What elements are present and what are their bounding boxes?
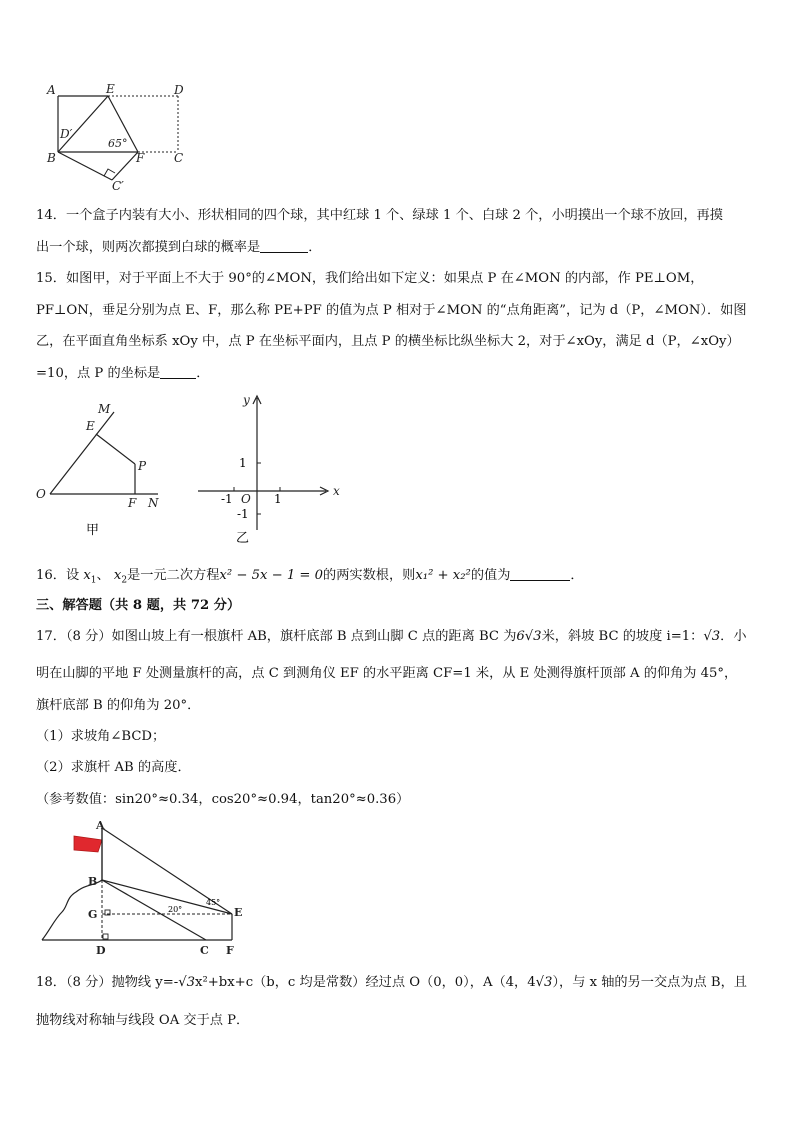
q17-line3: 旗杆底部 B 的仰角为 20°．: [36, 698, 201, 713]
label-D: D: [96, 944, 106, 957]
q14-line1: 14．一个盒子内装有大小、形状相同的四个球，其中红球 1 个、绿球 1 个、白球 2 个，小明摸出一个球不放回，再摸: [36, 208, 723, 223]
label-F: F: [226, 944, 234, 957]
x-axis-label: x: [333, 484, 340, 498]
angle-65-label: 65°: [108, 137, 128, 150]
q17-part1: （1）求坡角∠BCD；: [36, 729, 166, 744]
angle-mon-figure: [34, 398, 169, 543]
q17-reference-values: （参考数值：sin20°≈0.34，cos20°≈0.94，tan20°≈0.36）: [36, 792, 410, 807]
q14-line2: 出一个球，则两次都摸到白球的概率是 ．: [36, 240, 322, 255]
q15-line2: PF⊥ON，垂足分别为点 E、F，那么称 PE+PF 的值为点 P 相对于∠MON 的“点角距离”，记为 d（P，∠MON）．如图: [36, 303, 747, 318]
q15-line4: =10，点 P 的坐标是 ．: [36, 366, 210, 381]
label-B: B: [47, 151, 56, 165]
flagpole-slope-figure: [36, 820, 251, 960]
label-A: A: [47, 83, 56, 97]
label-G: G: [88, 908, 98, 921]
label-C-prime: C′: [112, 179, 124, 193]
tick-y-1: 1: [239, 456, 247, 470]
folded-rectangle-figure: [42, 80, 202, 195]
label-F: F: [136, 151, 145, 165]
coef-value: √3: [178, 975, 196, 990]
label-E: E: [106, 82, 115, 96]
y-axis-label: y: [243, 393, 250, 407]
q18-line1: 18．（8 分）抛物线 y=-√3x²+bx+c（b，c 均是常数）经过点 O（0，0），A（4，4√3），与 x 轴的另一交点为点 B，且: [36, 975, 747, 990]
label-E: E: [234, 906, 243, 919]
label-C: C: [174, 151, 184, 165]
label-N: N: [148, 496, 159, 510]
label-D: D: [174, 83, 184, 97]
label-A: A: [96, 820, 105, 832]
tick-x-1: 1: [274, 492, 282, 506]
answer-blank[interactable]: [510, 566, 570, 581]
label-C: C: [200, 944, 209, 957]
q17-part2: （2）求旗杆 AB 的高度．: [36, 760, 191, 775]
q15-line1: 15．如图甲，对于平面上不大于 90°的∠MON，我们给出如下定义：如果点 P 在∠MON 的内部，作 PE⊥OM，: [36, 271, 704, 286]
figure-caption-yi: 乙: [236, 531, 250, 546]
tick-y-neg1: -1: [237, 507, 249, 521]
answer-blank[interactable]: [160, 364, 196, 379]
label-M: M: [98, 402, 111, 416]
q17-line2: 明在山脚的平地 F 处测量旗杆的高，点 C 到测角仪 EF 的水平距离 CF=1 米，从 E 处测得旗杆顶部 A 的仰角为 45°，: [36, 666, 738, 681]
angle-20-label: 20°: [168, 905, 183, 914]
point-a-radical: √3: [535, 975, 553, 990]
q17-line1: 17．（8 分）如图山坡上有一根旗杆 AB，旗杆底部 B 点到山脚 C 点的距离 BC 为6√3米，斜坡 BC 的坡度 i=1：√3．小: [36, 629, 747, 644]
tick-x-neg1: -1: [221, 492, 233, 506]
slope-value: √3: [703, 629, 721, 644]
expression: x₁² + x₂²: [415, 568, 471, 583]
section-3-heading: 三、解答题（共 8 题，共 72 分）: [36, 598, 241, 613]
label-D-prime: D′: [60, 127, 73, 141]
q18-line2: 抛物线对称轴与线段 OA 交于点 P．: [36, 1013, 250, 1028]
label-P: P: [138, 459, 147, 473]
bc-value: 6√3: [516, 629, 542, 644]
answer-blank[interactable]: [260, 238, 308, 253]
label-O: O: [36, 487, 46, 501]
label-F: F: [128, 496, 137, 510]
label-B: B: [88, 875, 98, 888]
angle-45-label: 45°: [206, 898, 221, 907]
label-E: E: [86, 419, 95, 433]
origin-label: O: [241, 492, 251, 506]
coordinate-plane-figure: [190, 390, 350, 550]
figure-caption-jia: 甲: [86, 523, 100, 538]
q16-line: 16．设 $x_1$、 $x_2$是一元二次方程x² − 5x − 1 = 0的两实数根，则x₁² + x₂²的值为 ．: [36, 568, 584, 586]
equation: x² − 5x − 1 = 0: [219, 568, 324, 583]
flag-icon: [74, 836, 102, 852]
q15-line3: 乙，在平面直角坐标系 xOy 中，点 P 在坐标平面内，且点 P 的横坐标比纵坐标大 2，对于∠xOy，满足 d（P，∠xOy）: [36, 334, 740, 349]
